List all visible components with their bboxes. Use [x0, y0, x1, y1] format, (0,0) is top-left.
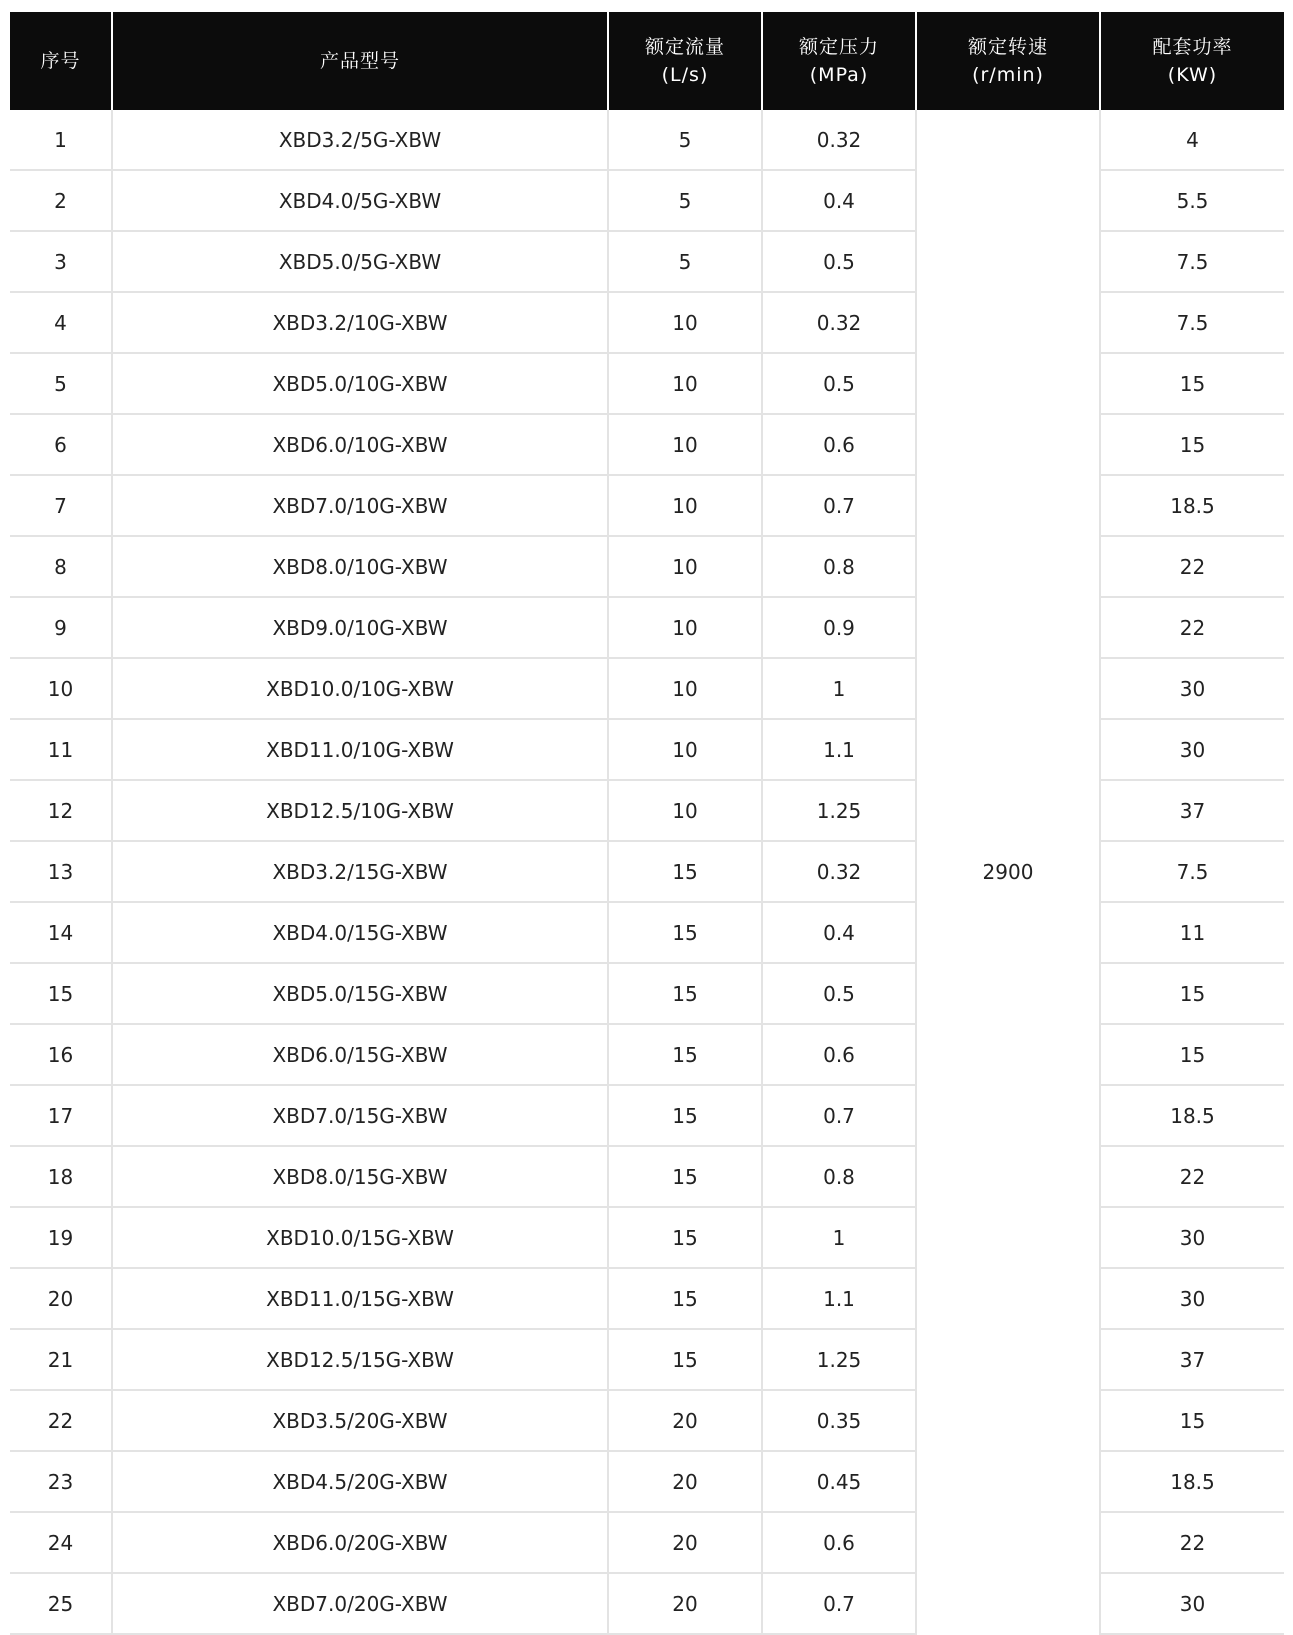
cell-power: 37 — [1100, 780, 1284, 841]
cell-flow: 10 — [608, 780, 762, 841]
cell-power: 18.5 — [1100, 1085, 1284, 1146]
cell-pressure: 0.9 — [762, 597, 916, 658]
cell-model: XBD3.2/5G-XBW — [112, 110, 608, 170]
cell-pressure: 1.25 — [762, 1329, 916, 1390]
header-flow-label: 额定流量 — [644, 36, 725, 58]
cell-pressure: 0.32 — [762, 841, 916, 902]
cell-flow: 15 — [608, 1268, 762, 1329]
cell-index: 13 — [10, 841, 112, 902]
header-flow-unit: (L/s) — [661, 64, 709, 86]
cell-model: XBD7.0/20G-XBW — [112, 1573, 608, 1634]
cell-flow: 15 — [608, 1085, 762, 1146]
cell-flow: 10 — [608, 414, 762, 475]
cell-flow: 10 — [608, 719, 762, 780]
cell-model: XBD10.0/15G-XBW — [112, 1207, 608, 1268]
cell-flow: 15 — [608, 1024, 762, 1085]
cell-pressure: 0.6 — [762, 414, 916, 475]
cell-index: 11 — [10, 719, 112, 780]
cell-flow: 10 — [608, 536, 762, 597]
header-speed-unit: (r/min) — [972, 64, 1044, 86]
cell-pressure: 0.8 — [762, 536, 916, 597]
header-model-label: 产品型号 — [319, 50, 400, 72]
cell-power: 30 — [1100, 658, 1284, 719]
cell-pressure: 0.5 — [762, 963, 916, 1024]
cell-index: 16 — [10, 1024, 112, 1085]
cell-flow: 10 — [608, 353, 762, 414]
cell-index: 14 — [10, 902, 112, 963]
cell-model: XBD12.5/10G-XBW — [112, 780, 608, 841]
cell-flow: 10 — [608, 597, 762, 658]
cell-index: 8 — [10, 536, 112, 597]
cell-power: 15 — [1100, 353, 1284, 414]
cell-model: XBD3.2/15G-XBW — [112, 841, 608, 902]
cell-index: 10 — [10, 658, 112, 719]
cell-flow: 15 — [608, 1207, 762, 1268]
cell-pressure: 0.32 — [762, 110, 916, 170]
cell-pressure: 1 — [762, 658, 916, 719]
cell-model: XBD4.0/15G-XBW — [112, 902, 608, 963]
cell-model: XBD12.5/15G-XBW — [112, 1329, 608, 1390]
cell-flow: 15 — [608, 902, 762, 963]
header-pressure — [762, 12, 916, 110]
cell-power: 22 — [1100, 536, 1284, 597]
cell-power: 30 — [1100, 1268, 1284, 1329]
cell-pressure: 1.1 — [762, 719, 916, 780]
spec-table-container — [10, 12, 1284, 1635]
cell-flow: 20 — [608, 1390, 762, 1451]
cell-speed-merged: 2900 — [916, 110, 1100, 1634]
cell-flow: 15 — [608, 841, 762, 902]
cell-index: 7 — [10, 475, 112, 536]
cell-power: 30 — [1100, 1207, 1284, 1268]
cell-pressure: 0.45 — [762, 1451, 916, 1512]
cell-index: 1 — [10, 110, 112, 170]
cell-power: 37 — [1100, 1329, 1284, 1390]
cell-power: 7.5 — [1100, 292, 1284, 353]
cell-pressure: 0.6 — [762, 1512, 916, 1573]
cell-pressure: 0.32 — [762, 292, 916, 353]
cell-index: 12 — [10, 780, 112, 841]
cell-pressure: 0.7 — [762, 1085, 916, 1146]
cell-model: XBD3.2/10G-XBW — [112, 292, 608, 353]
cell-pressure: 0.5 — [762, 353, 916, 414]
cell-index: 3 — [10, 231, 112, 292]
header-row — [10, 12, 1284, 110]
cell-power: 18.5 — [1100, 475, 1284, 536]
cell-power: 4 — [1100, 110, 1284, 170]
cell-pressure: 0.7 — [762, 1573, 916, 1634]
cell-model: XBD10.0/10G-XBW — [112, 658, 608, 719]
cell-flow: 20 — [608, 1512, 762, 1573]
cell-index: 21 — [10, 1329, 112, 1390]
cell-model: XBD5.0/15G-XBW — [112, 963, 608, 1024]
cell-model: XBD8.0/10G-XBW — [112, 536, 608, 597]
cell-pressure: 0.5 — [762, 231, 916, 292]
header-index — [10, 12, 112, 110]
cell-index: 5 — [10, 353, 112, 414]
cell-power: 18.5 — [1100, 1451, 1284, 1512]
cell-flow: 20 — [608, 1573, 762, 1634]
cell-index: 17 — [10, 1085, 112, 1146]
header-pressure-label: 额定压力 — [798, 36, 879, 58]
cell-index: 20 — [10, 1268, 112, 1329]
header-model — [112, 12, 608, 110]
cell-model: XBD6.0/10G-XBW — [112, 414, 608, 475]
cell-model: XBD11.0/15G-XBW — [112, 1268, 608, 1329]
spec-table — [10, 12, 1284, 1635]
cell-pressure: 1.25 — [762, 780, 916, 841]
cell-index: 24 — [10, 1512, 112, 1573]
cell-power: 7.5 — [1100, 231, 1284, 292]
cell-power: 22 — [1100, 597, 1284, 658]
cell-index: 6 — [10, 414, 112, 475]
cell-pressure: 0.4 — [762, 170, 916, 231]
cell-power: 30 — [1100, 1573, 1284, 1634]
cell-power: 30 — [1100, 719, 1284, 780]
cell-power: 5.5 — [1100, 170, 1284, 231]
header-power-unit: (KW) — [1167, 64, 1218, 86]
cell-index: 4 — [10, 292, 112, 353]
cell-power: 15 — [1100, 414, 1284, 475]
cell-pressure: 1.1 — [762, 1268, 916, 1329]
header-flow — [608, 12, 762, 110]
cell-model: XBD4.5/20G-XBW — [112, 1451, 608, 1512]
header-speed — [916, 12, 1100, 110]
cell-index: 25 — [10, 1573, 112, 1634]
cell-flow: 15 — [608, 1146, 762, 1207]
cell-pressure: 0.8 — [762, 1146, 916, 1207]
cell-pressure: 0.7 — [762, 475, 916, 536]
table-body — [10, 110, 1284, 1634]
cell-index: 23 — [10, 1451, 112, 1512]
cell-index: 22 — [10, 1390, 112, 1451]
cell-index: 9 — [10, 597, 112, 658]
table-row — [10, 110, 1284, 170]
table-header — [10, 12, 1284, 110]
cell-model: XBD8.0/15G-XBW — [112, 1146, 608, 1207]
cell-power: 22 — [1100, 1512, 1284, 1573]
cell-model: XBD4.0/5G-XBW — [112, 170, 608, 231]
cell-index: 2 — [10, 170, 112, 231]
cell-pressure: 0.35 — [762, 1390, 916, 1451]
cell-pressure: 1 — [762, 1207, 916, 1268]
cell-flow: 15 — [608, 1329, 762, 1390]
cell-model: XBD11.0/10G-XBW — [112, 719, 608, 780]
cell-power: 15 — [1100, 963, 1284, 1024]
cell-flow: 5 — [608, 110, 762, 170]
header-power-label: 配套功率 — [1152, 36, 1233, 58]
header-speed-label: 额定转速 — [967, 36, 1048, 58]
cell-flow: 10 — [608, 658, 762, 719]
cell-power: 22 — [1100, 1146, 1284, 1207]
cell-power: 7.5 — [1100, 841, 1284, 902]
cell-flow: 15 — [608, 963, 762, 1024]
cell-model: XBD9.0/10G-XBW — [112, 597, 608, 658]
cell-flow: 10 — [608, 475, 762, 536]
cell-model: XBD3.5/20G-XBW — [112, 1390, 608, 1451]
cell-flow: 5 — [608, 231, 762, 292]
cell-flow: 10 — [608, 292, 762, 353]
header-power — [1100, 12, 1284, 110]
cell-flow: 5 — [608, 170, 762, 231]
cell-index: 15 — [10, 963, 112, 1024]
cell-index: 19 — [10, 1207, 112, 1268]
cell-model: XBD5.0/5G-XBW — [112, 231, 608, 292]
header-index-label: 序号 — [40, 50, 81, 72]
cell-model: XBD7.0/15G-XBW — [112, 1085, 608, 1146]
cell-index: 18 — [10, 1146, 112, 1207]
cell-power: 15 — [1100, 1024, 1284, 1085]
cell-model: XBD6.0/20G-XBW — [112, 1512, 608, 1573]
cell-model: XBD5.0/10G-XBW — [112, 353, 608, 414]
cell-pressure: 0.4 — [762, 902, 916, 963]
cell-power: 15 — [1100, 1390, 1284, 1451]
cell-model: XBD6.0/15G-XBW — [112, 1024, 608, 1085]
cell-flow: 20 — [608, 1451, 762, 1512]
cell-power: 11 — [1100, 902, 1284, 963]
header-pressure-unit: (MPa) — [809, 64, 869, 86]
cell-pressure: 0.6 — [762, 1024, 916, 1085]
cell-model: XBD7.0/10G-XBW — [112, 475, 608, 536]
